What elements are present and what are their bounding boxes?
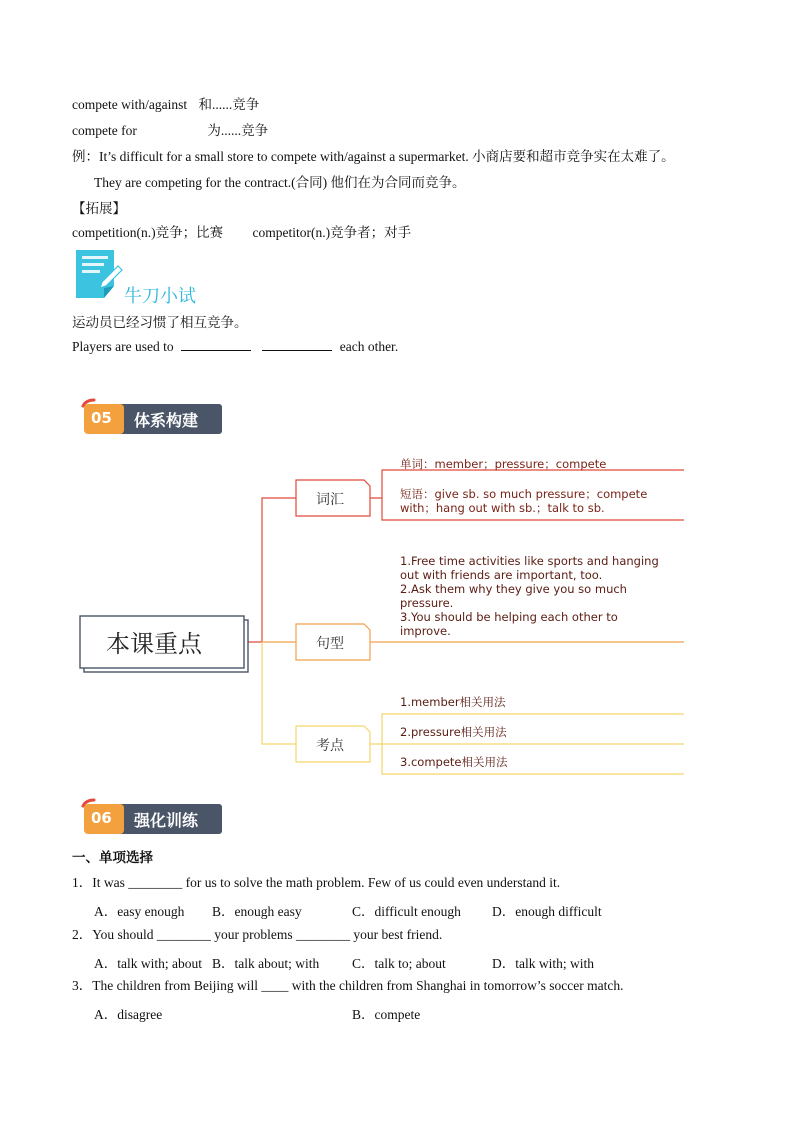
expand-competition: competition(n.)竞争；比赛 bbox=[72, 225, 224, 240]
point-compete: 3.compete相关用法 bbox=[400, 755, 508, 769]
practice-en-end: each other. bbox=[339, 339, 399, 354]
q1-option-b[interactable]: B．enough easy bbox=[212, 904, 302, 919]
example-2: They are competing for the contract.(合同) 他们在为合同而竞争。 bbox=[94, 175, 466, 190]
phrase-compete-for: compete for bbox=[72, 123, 137, 138]
sentence-1b: out with friends are important, too. bbox=[400, 568, 603, 582]
q1-option-d[interactable]: D．enough difficult bbox=[492, 904, 602, 919]
q2-option-a[interactable]: A．talk with; about bbox=[94, 956, 202, 971]
practice-cn: 运动员已经习惯了相互竞争。 bbox=[72, 315, 248, 330]
question-1: 1．It was ________ for us to solve the math problem. Few of us could even understand it. bbox=[72, 875, 561, 890]
vocab-phrases-2: with；hang out with sb.；talk to sb. bbox=[400, 501, 605, 515]
sentence-2a: 2.Ask them why they give you so much bbox=[400, 582, 627, 596]
vocab-words: 单词：member；pressure；compete bbox=[400, 457, 607, 471]
question-3: 3．The children from Beijing will ____ with the children from Shanghai in tomorrow’s soccer match. bbox=[72, 978, 624, 993]
practice-title: 牛刀小试 bbox=[124, 286, 196, 307]
practice-en-start: Players are used to bbox=[72, 339, 174, 354]
point-pressure: 2.pressure相关用法 bbox=[400, 725, 507, 739]
example-1: 例：It’s difficult for a small store to compete with/against a supermarket. 小商店要和超市竞争实在太难了。 bbox=[72, 149, 675, 164]
section-06-num: 06 bbox=[91, 809, 112, 827]
section-05-title: 体系构建 bbox=[134, 411, 199, 430]
section-05-num: 05 bbox=[91, 409, 112, 427]
q2-option-c[interactable]: C．talk to; about bbox=[352, 956, 446, 971]
section-06-badge bbox=[78, 798, 224, 838]
q2-option-d[interactable]: D．talk with; with bbox=[492, 956, 594, 971]
phrase-compete-with: compete with/against bbox=[72, 97, 188, 112]
q2-option-b[interactable]: B．talk about; with bbox=[212, 956, 320, 971]
section-06-title: 强化训练 bbox=[134, 811, 199, 830]
q1-option-c[interactable]: C．difficult enough bbox=[352, 904, 461, 919]
sentence-2b: pressure. bbox=[400, 596, 454, 610]
expand-competitor: competitor(n.)竞争者；对手 bbox=[252, 225, 412, 240]
sentence-3b: improve. bbox=[400, 624, 451, 638]
mindmap-branch-vocab: 词汇 bbox=[316, 492, 344, 508]
exercise-part-title: 一、单项选择 bbox=[72, 850, 153, 865]
expand-title: 【拓展】 bbox=[72, 201, 126, 216]
point-member: 1.member相关用法 bbox=[400, 695, 506, 709]
sentence-1a: 1.Free time activities like sports and hanging bbox=[400, 554, 659, 568]
q3-option-b[interactable]: B．compete bbox=[352, 1007, 421, 1022]
phrase-compete-with-meaning: 和......竞争 bbox=[198, 97, 260, 112]
q1-option-a[interactable]: A．easy enough bbox=[94, 904, 185, 919]
vocab-phrases-1: 短语：give sb. so much pressure；compete bbox=[400, 487, 648, 501]
question-2: 2．You should ________ your problems ________ your best friend. bbox=[72, 927, 443, 942]
mindmap-branch-sentence: 句型 bbox=[316, 636, 344, 652]
q3-option-a[interactable]: A．disagree bbox=[94, 1007, 163, 1022]
mindmap-center: 本课重点 bbox=[106, 630, 202, 658]
sentence-3a: 3.You should be helping each other to bbox=[400, 610, 618, 624]
mindmap-branch-points: 考点 bbox=[316, 738, 344, 754]
phrase-compete-for-meaning: 为......竞争 bbox=[207, 123, 269, 138]
